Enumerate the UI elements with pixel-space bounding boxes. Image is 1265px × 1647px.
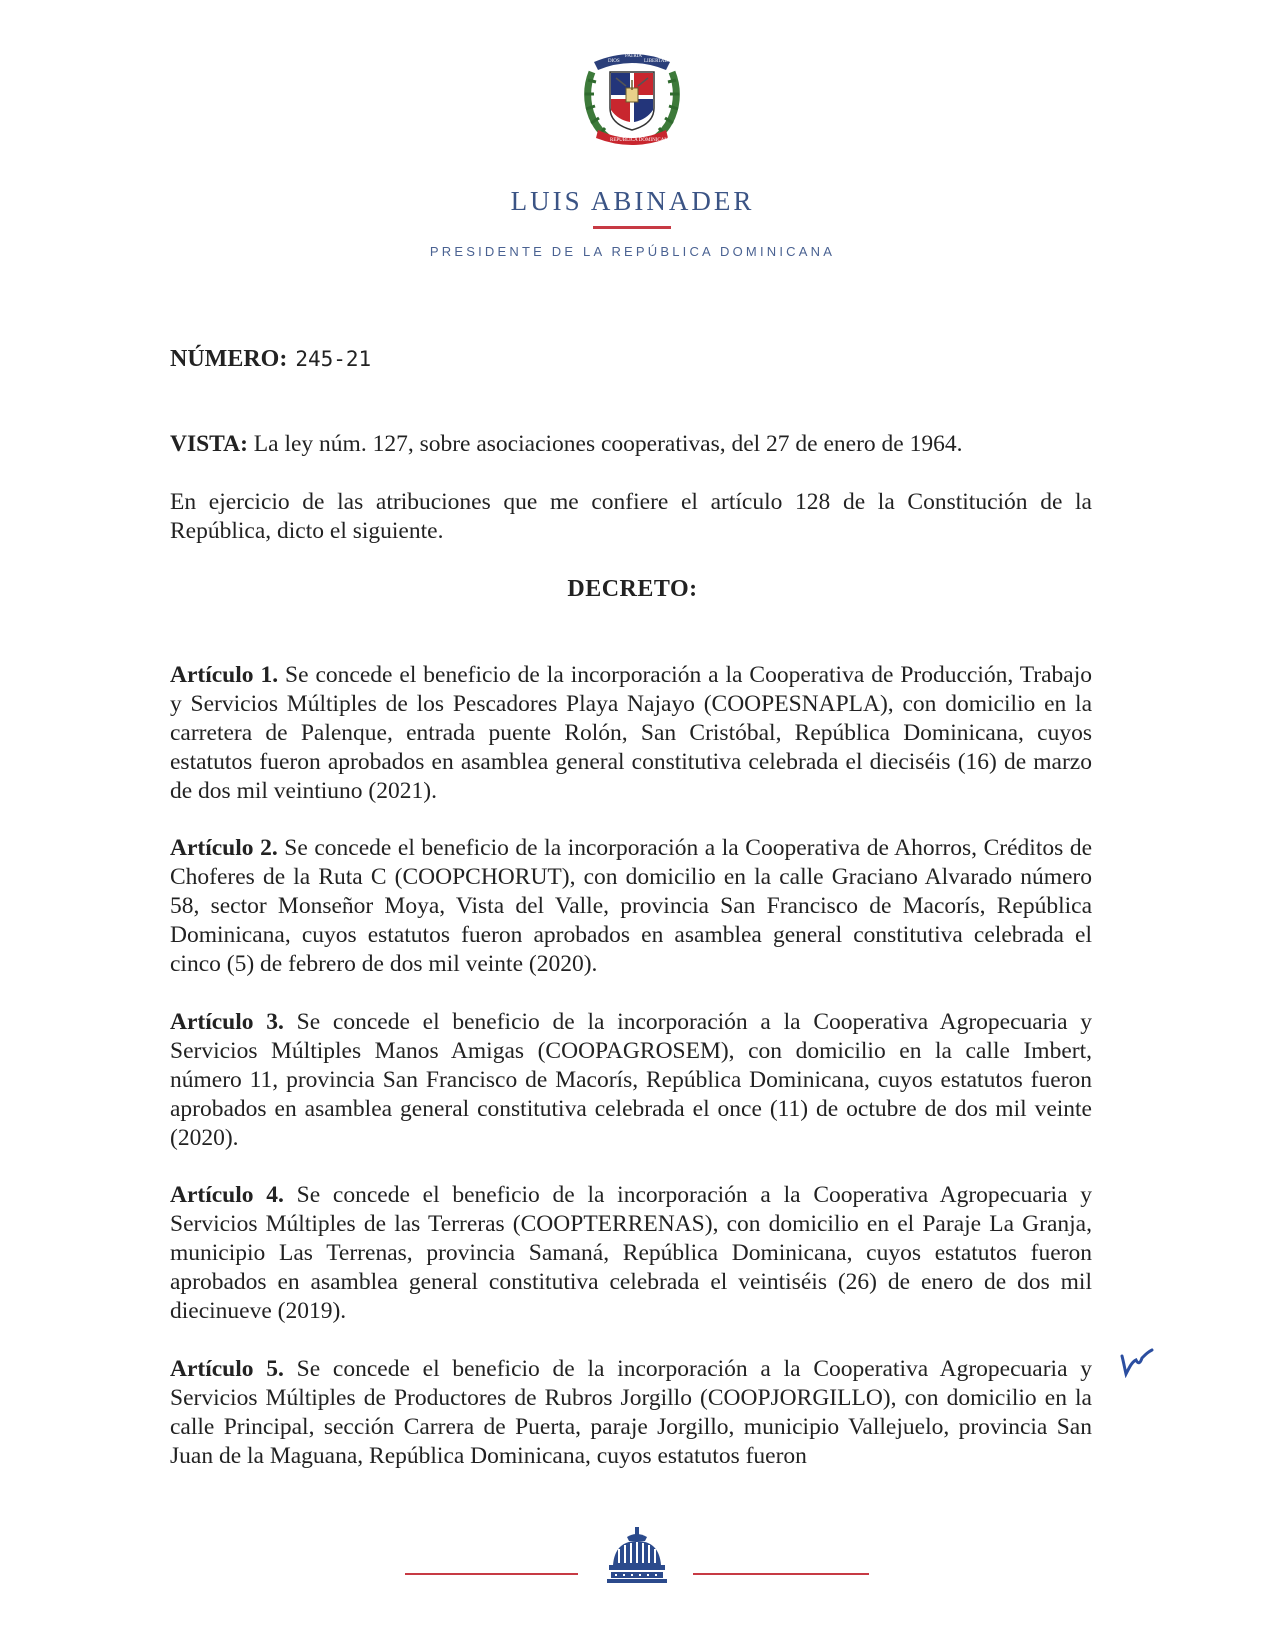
article-3 <box>170 1008 1092 1153</box>
article-text: Se concede el beneficio de la incorporación a la Cooperativa de Producción, Trabajo y Servicios Múltiples de los Pescadores Playa Najayo (COOPESNAPLA), con domicilio en la carretera de Palenque, entrada puente Rolón, San Cristóbal, República Dominicana, cuyos estatutos fueron aprobados en asamblea general constitutiva celebrada el dieciséis (16) de marzo de dos mil veintiuno (2021). <box>170 662 1092 804</box>
article-text: Se concede el beneficio de la incorporación a la Cooperativa Agropecuaria y Servicios Múltiples Manos Amigas (COOPAGROSEM), con domicilio en la calle Imbert, número 11, provincia San Francisco de Macorís, República Dominicana, cuyos estatutos fueron aprobados en asamblea general constitutiva celebrada el once (11) de octubre de dos mil veinte (2020). <box>170 1009 1092 1151</box>
decree-number-value: 245-21 <box>295 347 372 371</box>
article-4 <box>170 1181 1092 1326</box>
crest-text-libertad: LIBERTAD <box>644 59 669 64</box>
article-2 <box>170 834 1092 979</box>
crest-text-patria: PATRIA <box>625 54 643 59</box>
vista-label: VISTA: <box>170 431 248 457</box>
article-text: Se concede el beneficio de la incorporación a la Cooperativa Agropecuaria y Servicios Múltiples de Productores de Rubros Jorgillo (COOPJORGILLO), con domicilio en la calle Principal, sección Carrera de Puerta, paraje Jorgillo, municipio Vallejuelo, provincia San Juan de la Maguana, República Dominicana, cuyos estatutos fueron <box>170 1356 1092 1469</box>
article-label: Artículo 3. <box>170 1009 284 1035</box>
article-text: Se concede el beneficio de la incorporación a la Cooperativa de Ahorros, Créditos de Choferes de la Ruta C (COOPCHORUT), con domicilio en la calle Graciano Alvarado número 58, sector Monseñor Moya, Vista del Valle, provincia San Francisco de Macorís, República Dominicana, cuyos estatutos fueron aprobados en asamblea general constitutiva celebrada el cinco (5) de febrero de dos mil veinte (2020). <box>170 835 1092 977</box>
handwritten-check-icon <box>1118 1348 1156 1378</box>
dome-logo-icon <box>605 1527 669 1585</box>
footer-divider-right <box>693 1573 869 1575</box>
decreto-heading: DECRETO: <box>567 576 698 602</box>
crest-text-dios: DIOS <box>608 59 620 64</box>
preamble-paragraph: En ejercicio de las atribuciones que me confiere el artículo 128 de la Constitución de la República, dicto el siguiente. <box>170 489 1092 544</box>
article-label: Artículo 5. <box>170 1356 284 1382</box>
vista-text: La ley núm. 127, sobre asociaciones cooperativas, del 27 de enero de 1964. <box>247 431 963 457</box>
article-text: Se concede el beneficio de la incorporación a la Cooperativa Agropecuaria y Servicios Múltiples de las Terreras (COOPTERRENAS), con domicilio en el Paraje La Granja, municipio Las Terrenas, provincia Samaná, República Dominicana, cuyos estatutos fueron aprobados en asamblea general constitutiva celebrada el veintiséis (26) de enero de dos mil diecinueve (2019). <box>170 1182 1092 1324</box>
article-label: Artículo 2. <box>170 835 278 861</box>
president-name: LUIS ABINADER <box>510 186 755 216</box>
article-5 <box>170 1355 1092 1471</box>
crest-text-republica: REPÚBLICA DOMINICANA <box>610 138 672 143</box>
header-divider <box>593 226 671 229</box>
coat-of-arms-icon <box>578 42 686 150</box>
article-label: Artículo 1. <box>170 662 279 688</box>
president-title: PRESIDENTE DE LA REPÚBLICA DOMINICANA <box>429 244 836 259</box>
footer-divider-left <box>405 1573 578 1575</box>
decree-number-label: NÚMERO: <box>170 346 288 372</box>
vista-paragraph <box>170 430 1092 459</box>
article-label: Artículo 4. <box>170 1182 284 1208</box>
decree-number <box>170 346 371 373</box>
article-1 <box>170 661 1092 806</box>
